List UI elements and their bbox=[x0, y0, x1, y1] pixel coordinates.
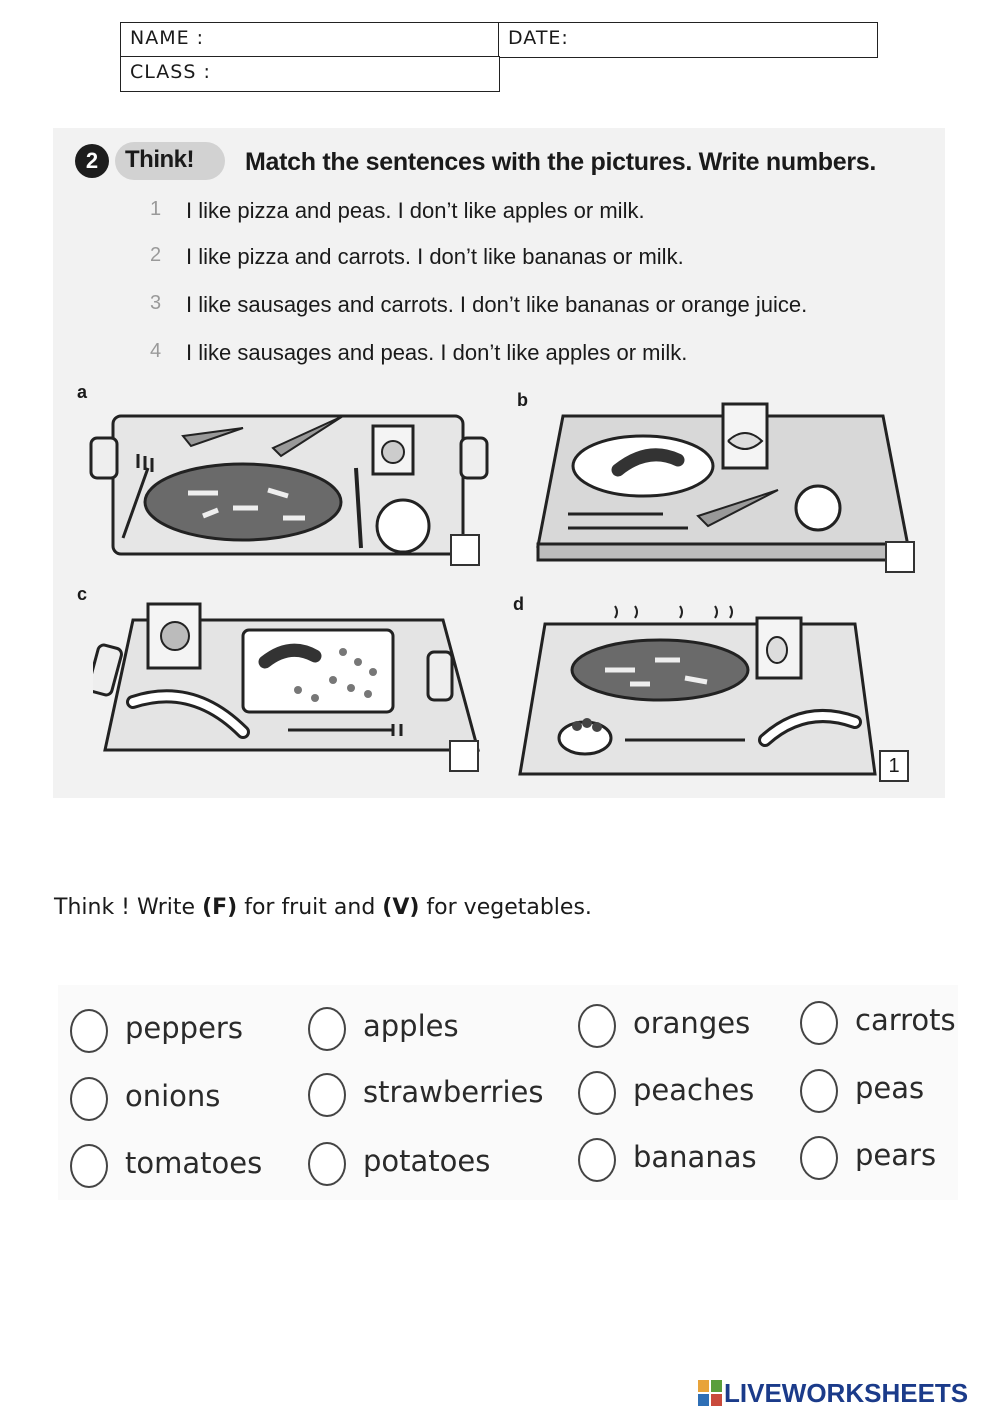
answer-circle[interactable] bbox=[800, 1001, 838, 1045]
think-label: Think! bbox=[125, 146, 194, 173]
word-label: onions bbox=[125, 1079, 221, 1113]
word-label: bananas bbox=[633, 1140, 757, 1174]
word-label: peppers bbox=[125, 1011, 243, 1045]
brand-name: LIVEWORKSHEETS bbox=[724, 1378, 969, 1408]
tray-illustration-c bbox=[93, 590, 493, 760]
title-v: (V) bbox=[382, 895, 420, 920]
exercise-number: 2 bbox=[75, 144, 109, 178]
class-field[interactable]: CLASS : bbox=[120, 56, 500, 92]
sentence-text: I like pizza and carrots. I don’t like bananas or milk. bbox=[186, 244, 684, 269]
word-label: apples bbox=[363, 1009, 459, 1043]
answer-box-a[interactable] bbox=[450, 534, 480, 566]
word-label: tomatoes bbox=[125, 1146, 263, 1180]
answer-circle[interactable] bbox=[578, 1004, 616, 1048]
answer-circle[interactable] bbox=[800, 1069, 838, 1113]
sentence-number: 2 bbox=[150, 244, 162, 266]
title-post: for vegetables. bbox=[419, 895, 592, 920]
picture-a-letter: a bbox=[77, 382, 88, 402]
answer-circle[interactable] bbox=[70, 1077, 108, 1121]
tray-illustration-a bbox=[83, 398, 493, 558]
answer-circle[interactable] bbox=[578, 1071, 616, 1115]
answer-circle[interactable] bbox=[800, 1136, 838, 1180]
sentence-text: I like sausages and peas. I don’t like apples or milk. bbox=[186, 340, 688, 365]
sentence-text: I like pizza and peas. I don’t like apples or milk. bbox=[186, 198, 645, 223]
sentence-text: I like sausages and carrots. I don’t like bananas or orange juice. bbox=[186, 292, 808, 317]
answer-circle[interactable] bbox=[308, 1073, 346, 1117]
sentence-number: 1 bbox=[150, 198, 162, 220]
picture-b-letter: b bbox=[517, 390, 528, 410]
title-f: (F) bbox=[202, 895, 238, 920]
exercise-match-panel bbox=[53, 128, 945, 798]
answer-circle[interactable] bbox=[578, 1138, 616, 1182]
title-pre: Think ! Write bbox=[54, 895, 203, 920]
word-label: carrots bbox=[855, 1003, 956, 1037]
student-info-table bbox=[120, 22, 878, 92]
answer-box-c[interactable] bbox=[449, 740, 479, 772]
word-label: strawberries bbox=[363, 1075, 544, 1109]
sentence-number: 3 bbox=[150, 292, 162, 314]
liveworksheets-logo-icon bbox=[698, 1380, 722, 1406]
word-label: oranges bbox=[633, 1006, 751, 1040]
answer-circle[interactable] bbox=[308, 1142, 346, 1186]
answer-circle[interactable] bbox=[70, 1009, 108, 1053]
tray-illustration-b bbox=[523, 396, 923, 566]
answer-box-b[interactable] bbox=[885, 541, 915, 573]
sentence-number: 4 bbox=[150, 340, 162, 362]
word-list bbox=[58, 985, 958, 1200]
answer-box-d[interactable]: 1 bbox=[879, 750, 909, 782]
picture-d-letter: d bbox=[513, 594, 524, 614]
exercise-fruit-veg-title bbox=[54, 895, 592, 920]
word-label: potatoes bbox=[363, 1144, 491, 1178]
word-label: peaches bbox=[633, 1073, 755, 1107]
tray-illustration-d bbox=[515, 598, 915, 778]
answer-circle[interactable] bbox=[308, 1007, 346, 1051]
title-mid: for fruit and bbox=[237, 895, 383, 920]
name-field[interactable]: NAME : bbox=[120, 22, 500, 58]
exercise-heading bbox=[75, 140, 945, 180]
answer-circle[interactable] bbox=[70, 1144, 108, 1188]
date-field[interactable]: DATE: bbox=[498, 22, 878, 58]
word-label: peas bbox=[855, 1071, 925, 1105]
picture-c-letter: c bbox=[77, 584, 88, 604]
word-label: pears bbox=[855, 1138, 937, 1172]
exercise-instruction: Match the sentences with the pictures. Write numbers. bbox=[245, 148, 877, 176]
